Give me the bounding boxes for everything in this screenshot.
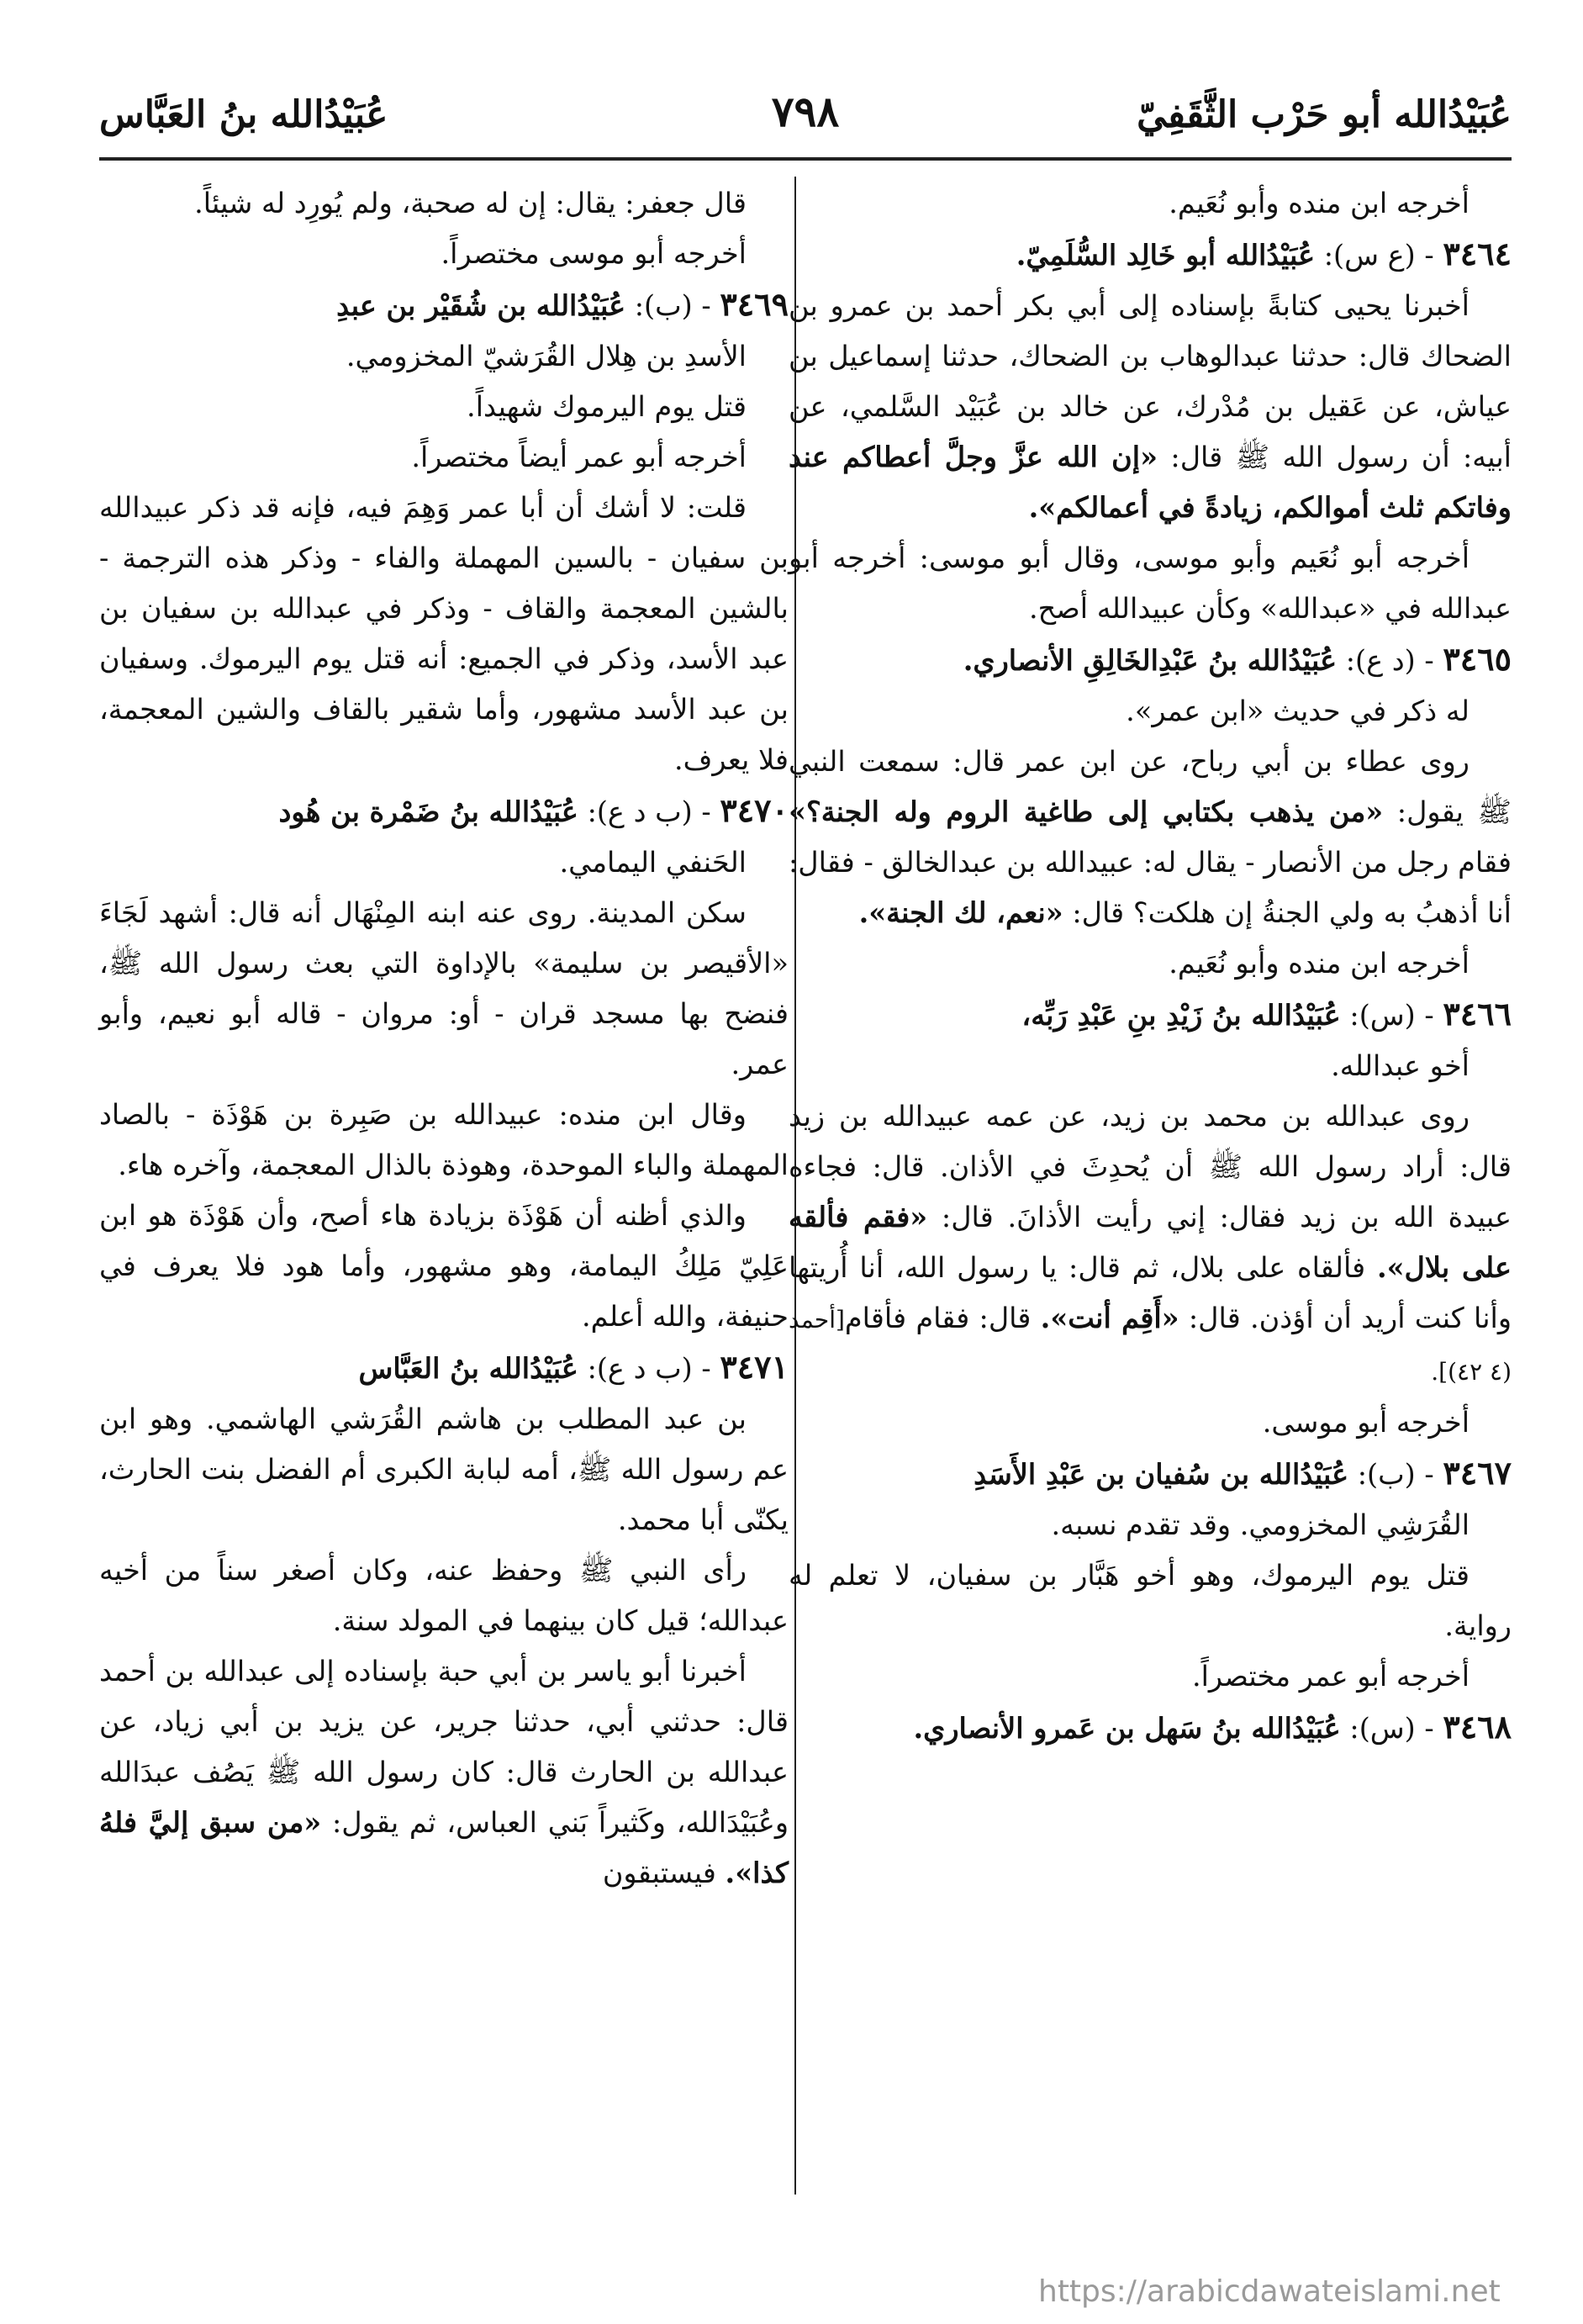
hadith-quote: «إن الله عزَّ وجلَّ أعطاكم عند وفاتكم ثلث أموالكم، زيادةً في أعمالكم». — [789, 441, 1512, 524]
entry-code: - (ب د ع): — [578, 795, 720, 828]
text-run: قال: فقام فأقام — [844, 1302, 1041, 1334]
running-title-left: عُبَيْدُالله بنُ العَبَّاس — [99, 93, 388, 136]
text-run: روى عطاء بن أبي رباح، عن ابن عمر قال: سمعت النبي ﷺ يقول: — [789, 745, 1512, 828]
entry-name: عُبَيْدُالله بنُ زَيْدِ بنِ عَبْدِ رَبِّه، — [1021, 999, 1341, 1032]
text-run: أخرجه أبو نُعَيم وأبو موسى، وقال أبو موسى: أخرجه أبو عبدالله في «عبدالله» وكأن عبيدالله أصح. — [789, 541, 1512, 625]
entry-code: - (ب د ع): — [578, 1352, 720, 1385]
paragraph — [789, 1550, 1512, 1651]
text-run: أخرجه ابن منده وأبو نُعَيم. — [1169, 187, 1470, 219]
entry-code: - (س): — [1340, 999, 1443, 1032]
entry-number: ٣٤٦٧ — [1443, 1454, 1512, 1492]
paragraph — [99, 1394, 789, 1545]
entry-heading — [789, 1702, 1512, 1754]
entry-code: - (د ع): — [1337, 644, 1443, 677]
paragraph — [99, 1090, 789, 1191]
hadith-quote: «من يذهب بكتابي إلى طاغية الروم وله الجنة؟» — [789, 795, 1384, 828]
entry-code: - (ع س): — [1315, 239, 1443, 272]
entry-heading — [789, 229, 1512, 281]
text-run: وقال ابن منده: عبيدالله بن صَبِرة بن هَوْذَة - بالصاد المهملة والباء الموحدة، وهوذة بالذال المعجمة، وآخره هاء. — [99, 1098, 789, 1181]
right-column — [789, 178, 1512, 1754]
entry-number: ٣٤٦٨ — [1443, 1708, 1512, 1746]
text-run: أخو عبدالله. — [1331, 1049, 1470, 1082]
entry-name: عُبَيْدُالله أبو خَالِد السُّلَمِيّ. — [1016, 239, 1316, 272]
page-number: ٧٩٨ — [771, 87, 840, 136]
text-run: روى عبدالله بن محمد بن زيد، عن عمه عبيدالله بن زيد قال: أراد رسول الله ﷺ أن يُحدِثَ في الأذان. قال: فجاءه عبيدة الله بن زيد فقال: إني رأيت الأذانَ. قال: — [789, 1100, 1512, 1233]
text-run: قال جعفر: يقال: إن له صحبة، ولم يُورِد له شيئاً. — [194, 187, 747, 219]
hadith-quote: «نعم، لك الجنة». — [858, 896, 1063, 929]
text-run: أخرجه أبو عمر أيضاً مختصراً. — [411, 441, 747, 473]
text-run: أخرجه أبو موسى. — [1262, 1406, 1470, 1439]
entry-heading — [99, 279, 789, 331]
entry-name: عُبَيْدُالله بنُ سَهل بن عَمرو الأنصاري. — [913, 1712, 1341, 1745]
text-run: فقام رجل من الأنصار - يقال له: عبيدالله بن عبدالخالق - فقال: أنا أذهبُ به ولي الجنةُ إن هلكت؟ قال: — [789, 846, 1512, 929]
paragraph — [99, 483, 789, 785]
entry-name: عُبَيْدُالله بن شُقَيْر بن عبدِ — [336, 289, 626, 322]
entry-code: - (ب): — [625, 289, 720, 322]
entry-name: عُبَيْدُالله بن سُفيان بن عَبْدِ الأَسَدِ — [974, 1458, 1349, 1491]
paragraph — [99, 837, 789, 888]
text-run: سكن المدينة. روى عنه ابنه المِنْهَال أنه قال: أشهد لَجَاءَ «الأقيصر بن سليمة» بالإداوة التي بعث رسول الله ﷺ، فنضح بها مسجد قران - أو: مروان - قاله أبو نعيم، وأبو عمر. — [99, 896, 789, 1080]
entry-number: ٣٤٦٤ — [1443, 235, 1512, 272]
paragraph — [789, 533, 1512, 634]
paragraph — [99, 229, 789, 279]
entry-heading — [789, 1448, 1512, 1500]
entry-number: ٣٤٦٩ — [720, 285, 789, 323]
text-run: رأى النبي ﷺ وحفظ عنه، وكان أصغر سناً من أخيه عبدالله؛ قيل كان بينهما في المولد سنة. — [99, 1554, 789, 1637]
paragraph — [99, 1646, 789, 1899]
paragraph — [789, 686, 1512, 737]
paragraph — [99, 888, 789, 1090]
paragraph — [789, 938, 1512, 989]
paragraph — [789, 178, 1512, 229]
entry-heading — [789, 989, 1512, 1041]
paragraph — [99, 1191, 789, 1342]
entry-code: - (س): — [1340, 1712, 1443, 1745]
text-run: أخرجه ابن منده وأبو نُعَيم. — [1169, 947, 1470, 980]
text-run: والذي أظنه أن هَوْذَة بزيادة هاء أصح، وأن هَوْذَة هو ابن عَلِيّ مَلِكُ اليمامة، وهو مشهور، وأما هود فلا يعرف في حنيفة، والله أعلم. — [99, 1199, 789, 1333]
hadith-quote: «فقم فألقه على بلال». — [789, 1201, 1512, 1284]
text-run: قلت: لا أشك أن أبا عمر وَهِمَ فيه، فإنه قد ذكر عبيدالله بن سفيان - بالسين المهملة والفاء - وذكر هذه الترجمة - بالشين المعجمة والقاف - وذكر في عبدالله بن سفيان بن عبد الأسد، وذكر في الجميع: أنه قتل يوم اليرموك. وسفيان بن عبد الأسد مشهور، وأما شقير بالقاف والشين المعجمة، فلا يعرف. — [99, 491, 789, 776]
text-run: القُرَشِي المخزومي. وقد تقدم نسبه. — [1051, 1508, 1470, 1541]
entry-heading — [99, 1342, 789, 1394]
text-run: أخرجه أبو عمر مختصراً. — [1191, 1660, 1470, 1693]
paragraph — [789, 1500, 1512, 1550]
entry-name: عُبَيْدُالله بنُ العَبَّاس — [358, 1352, 578, 1385]
paragraph — [789, 1397, 1512, 1448]
text-run: أخبرنا يحيى كتابةً بإسناده إلى أبي بكر أحمد بن عمرو بن الضحاك قال: حدثنا عبدالوهاب بن الضحاك، حدثنا إسماعيل بن عياش، عن عَقيل بن مُدْرك، عن خالد بن عُبَيْد السَّلمي، عن أبيه: أن رسول الله ﷺ قال: — [789, 289, 1512, 473]
paragraph — [99, 331, 789, 382]
text-run: قتل يوم اليرموك شهيداً. — [467, 390, 747, 423]
text-run: الأسدِ بن هِلال القُرَشيّ المخزومي. — [346, 340, 747, 372]
page-header — [99, 80, 1512, 161]
entry-number: ٣٤٦٦ — [1443, 995, 1512, 1033]
running-title-right: عُبَيْدُالله أبو حَرْب الثَّقَفِيّ — [1137, 93, 1512, 136]
text-run: الحَنفي اليمامي. — [559, 846, 747, 879]
paragraph — [99, 432, 789, 483]
text-run: فألقاه على بلال، ثم قال: يا رسول الله، أنا أُريتها وأنا كنت أريد أن أؤذن. قال: — [789, 1251, 1512, 1334]
text-run: بن عبد المطلب بن هاشم القُرَشي الهاشمي. وهو ابن عم رسول الله ﷺ، أمه لبابة الكبرى أم الفضل بنت الحارث، يكنّى أبا محمد. — [99, 1402, 789, 1536]
entry-heading — [789, 634, 1512, 686]
entry-name: عُبَيْدُالله بنُ ضَمْرة بن هُود — [278, 795, 578, 828]
paragraph — [789, 1041, 1512, 1091]
paragraph — [99, 178, 789, 229]
paragraph — [789, 1651, 1512, 1702]
text-run: أخرجه أبو موسى مختصراً. — [441, 237, 747, 270]
entry-name: عُبَيْدُالله بنُ عَبْدِالخَالِقِ الأنصاري. — [963, 644, 1338, 677]
paragraph — [99, 1545, 789, 1646]
text-run: قتل يوم اليرموك، وهو أخو هَبَّار بن سفيان، لا تعلم له رواية. — [789, 1559, 1512, 1642]
entry-number: ٣٤٦٥ — [1443, 640, 1512, 678]
left-column — [99, 178, 789, 1899]
entry-number: ٣٤٧٠ — [720, 791, 789, 829]
text-run: فيستبقون — [602, 1857, 726, 1889]
entry-heading — [99, 785, 789, 837]
paragraph — [789, 1091, 1512, 1397]
hadith-quote: «من سبق إليَّ فلهُ كذا». — [99, 1806, 789, 1889]
entry-code: - (ب): — [1348, 1458, 1443, 1491]
paragraph — [789, 281, 1512, 533]
paragraph — [99, 382, 789, 432]
hadith-quote: «أَقِم أنت». — [1040, 1302, 1179, 1334]
text-run: له ذكر في حديث «ابن عمر». — [1126, 695, 1470, 727]
citation: [أحمد (٤ ٤٢)]. — [789, 1306, 1512, 1386]
watermark: https://arabicdawateislami.net — [1038, 2274, 1501, 2309]
entry-number: ٣٤٧١ — [720, 1348, 789, 1386]
text-run: أخبرنا أبو ياسر بن أبي حبة بإسناده إلى عبدالله بن أحمد قال: حدثني أبي، حدثنا جرير، عن يزيد بن أبي زياد، عن عبدالله بن الحارث قال: كان رسول الله ﷺ يَصُف عبدَالله وعُبَيْدَالله، وكَثيراً بَني العباس، ثم يقول: — [99, 1655, 789, 1839]
paragraph — [789, 737, 1512, 938]
